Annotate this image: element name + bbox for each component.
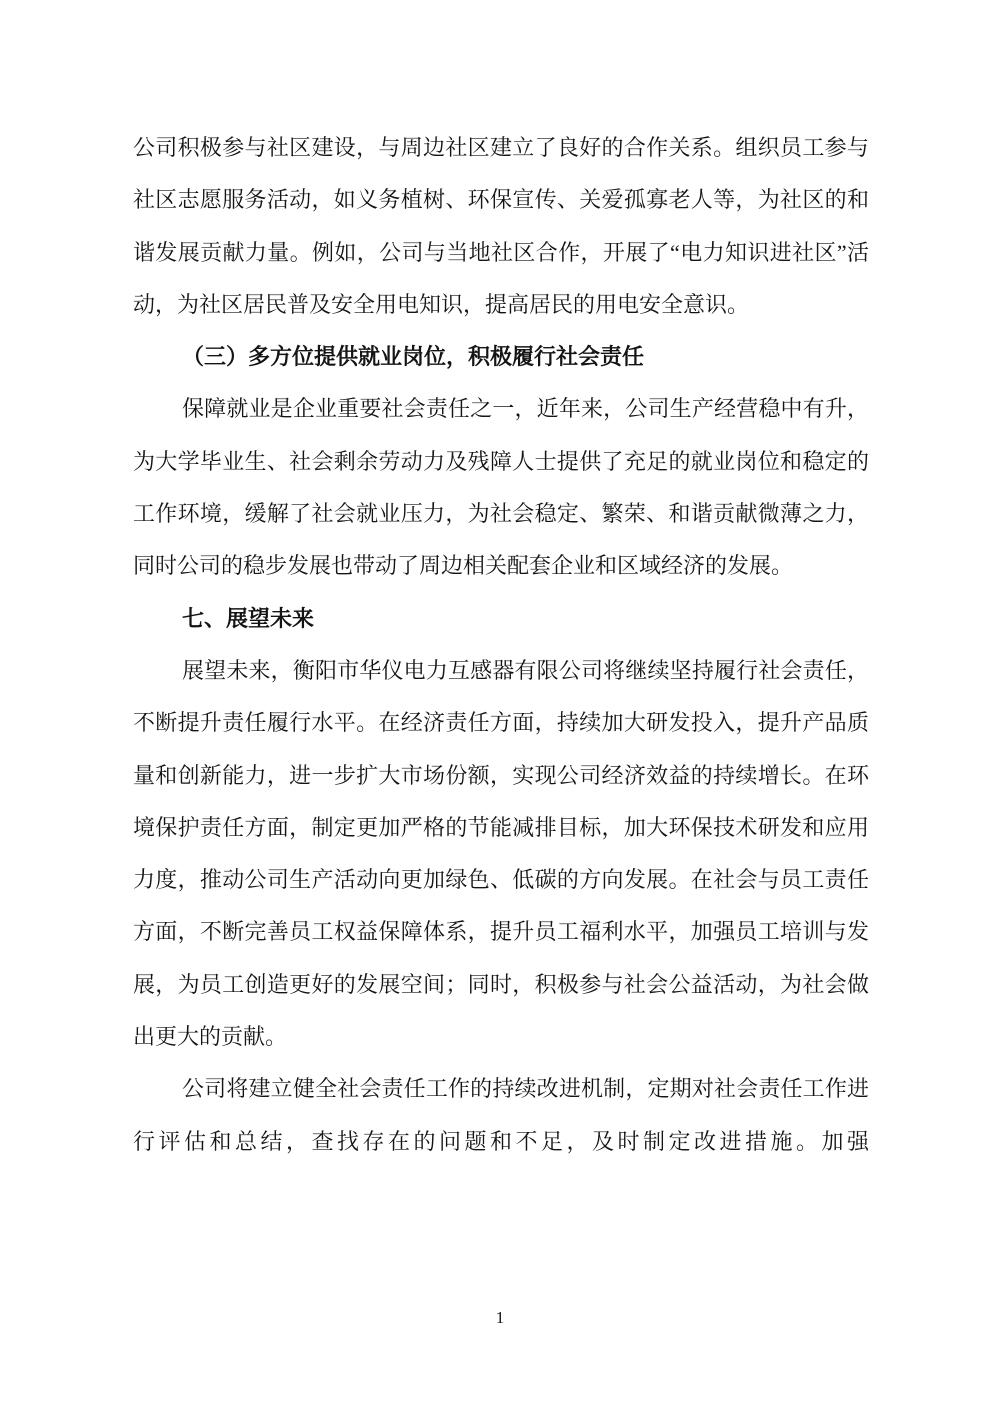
document-body (133, 122, 869, 1168)
page-number: 1 (495, 1308, 505, 1327)
paragraph-future-outlook: 展望未来，衡阳市华仪电力互感器有限公司将继续坚持履行社会责任，不断提升责任履行水平。在经济责任方面，持续加大研发投入，提升产品质量和创新能力，进一步扩大市场份额，实现公司经济效益的持续增长。在环境保护责任方面，制定更加严格的节能减排目标，加大环保技术研发和应用力度，推动公司生产活动向更加绿色、低碳的方向发展。在社会与员工责任方面，不断完善员工权益保障体系，提升员工福利水平，加强员工培训与发展，为员工创造更好的发展空间；同时，积极参与社会公益活动，为社会做出更大的贡献。 (133, 657, 869, 1050)
paragraph-employment: 保障就业是企业重要社会责任之一，近年来，公司生产经营稳中有升，为大学毕业生、社会剩余劳动力及残障人士提供了充足的就业岗位和稳定的工作环境，缓解了社会就业压力，为社会稳定、繁荣、和谐贡献微薄之力，同时公司的稳步发展也带动了周边相关配套企业和区域经济的发展。 (133, 396, 869, 579)
section-heading-employment: （三）多方位提供就业岗位，积极履行社会责任 (182, 344, 645, 370)
paragraph-improvement-mechanism: 公司将建立健全社会责任工作的持续改进机制，定期对社会责任工作进行评估和总结，查找存在的问题和不足，及时制定改进措施。加强 (133, 1076, 869, 1154)
section-heading-future-outlook: 七、展望未来 (182, 605, 315, 631)
paragraph-community-engagement: 公司积极参与社区建设，与周边社区建立了良好的合作关系。组织员工参与社区志愿服务活动，如义务植树、环保宣传、关爱孤寡老人等，为社区的和谐发展贡献力量。例如，公司与当地社区合作，开展了“电力知识进社区”活动，为社区居民普及安全用电知识，提高居民的用电安全意识。 (133, 135, 869, 317)
